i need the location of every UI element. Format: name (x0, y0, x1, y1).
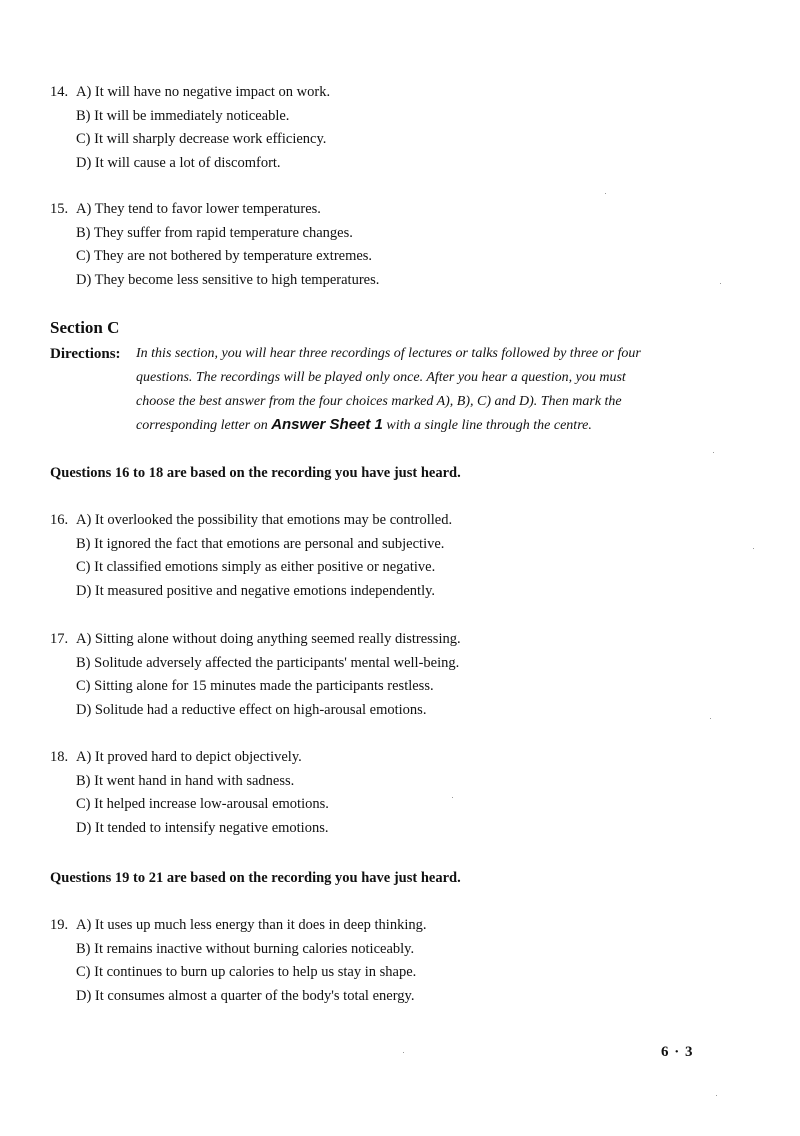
question-16-option-d: D) It measured positive and negative emotions independently. (76, 583, 436, 600)
answer-sheet-label: Answer Sheet 1 (271, 416, 383, 434)
question-15-option-c: C) They are not bothered by temperature extremes. (76, 248, 373, 265)
question-16-option-c: C) It classified emotions simply as either positive or negative. (76, 559, 436, 576)
question-18-option-a: 18. A) It proved hard to depict objectively. (50, 746, 750, 770)
question-15-option-b: B) They suffer from rapid temperature changes. (76, 224, 353, 241)
directions-line-3: choose the best answer from the four choices marked A), B), C) and D). Then mark the (136, 393, 622, 409)
question-16-option-a: 16. A) It overlooked the possibility that emotions may be controlled. (50, 509, 750, 533)
question-14-option-d: D) It will cause a lot of discomfort. (76, 155, 281, 172)
group-2-heading: Questions 19 to 21 are based on the recording you have just heard. (50, 870, 461, 886)
directions-line-4: corresponding letter on Answer Sheet 1 with a single line through the centre. (136, 416, 592, 434)
question-17-option-c: C) Sitting alone for 15 minutes made the participants restless. (76, 678, 434, 695)
question-14 (50, 81, 750, 176)
question-19-option-d: D) It consumes almost a quarter of the body's total energy. (76, 988, 415, 1005)
question-14-option-c: C) It will sharply decrease work efficiency. (76, 131, 327, 148)
question-19 (50, 914, 750, 1009)
question-15-option-d: D) They become less sensitive to high temperatures. (76, 272, 380, 289)
question-18-number: 18. (50, 749, 69, 765)
group-1-heading: Questions 16 to 18 are based on the recording you have just heard. (50, 465, 461, 481)
question-16-number: 16. (50, 512, 69, 528)
question-16-option-b: B) It ignored the fact that emotions are personal and subjective. (76, 535, 445, 552)
scan-speck (605, 193, 606, 194)
directions-text (136, 342, 730, 438)
question-15-number: 15. (50, 201, 69, 217)
scan-speck (720, 283, 721, 284)
question-14-number: 14. (50, 84, 69, 100)
question-18-option-d: D) It tended to intensify negative emotions. (76, 820, 329, 837)
question-18-option-b: B) It went hand in hand with sadness. (76, 772, 295, 789)
question-18 (50, 746, 750, 841)
question-15 (50, 198, 750, 293)
question-19-option-b: B) It remains inactive without burning calories noticeably. (76, 940, 415, 957)
directions-line-2: questions. The recordings will be played only once. After you hear a question, you must (136, 369, 626, 385)
scan-speck (716, 1095, 717, 1096)
question-17-number: 17. (50, 631, 69, 647)
question-17-option-a: 17. A) Sitting alone without doing anything seemed really distressing. (50, 628, 750, 652)
page-number: 6 · 3 (661, 1044, 694, 1060)
scan-speck (403, 1052, 404, 1053)
directions-line-1: In this section, you will hear three recordings of lectures or talks followed by three or four (136, 346, 641, 361)
scan-speck (452, 797, 453, 798)
scan-speck (753, 548, 754, 549)
question-15-option-a: 15. A) They tend to favor lower temperatures. (50, 198, 750, 222)
scan-speck (713, 452, 714, 453)
question-14-option-a: 14. A) It will have no negative impact on work. (50, 81, 750, 105)
question-19-option-c: C) It continues to burn up calories to help us stay in shape. (76, 964, 417, 981)
question-16 (50, 509, 750, 604)
question-17-option-b: B) Solitude adversely affected the participants' mental well-being. (76, 654, 460, 671)
section-title: Section C (50, 318, 120, 337)
question-19-option-a: 19. A) It uses up much less energy than it does in deep thinking. (50, 914, 750, 938)
scan-speck (710, 718, 711, 719)
question-17 (50, 628, 750, 723)
question-19-number: 19. (50, 917, 69, 933)
question-17-option-d: D) Solitude had a reductive effect on high-arousal emotions. (76, 702, 427, 719)
question-14-option-b: B) It will be immediately noticeable. (76, 107, 290, 124)
question-18-option-c: C) It helped increase low-arousal emotions. (76, 796, 329, 813)
directions-label: Directions: (50, 346, 121, 362)
